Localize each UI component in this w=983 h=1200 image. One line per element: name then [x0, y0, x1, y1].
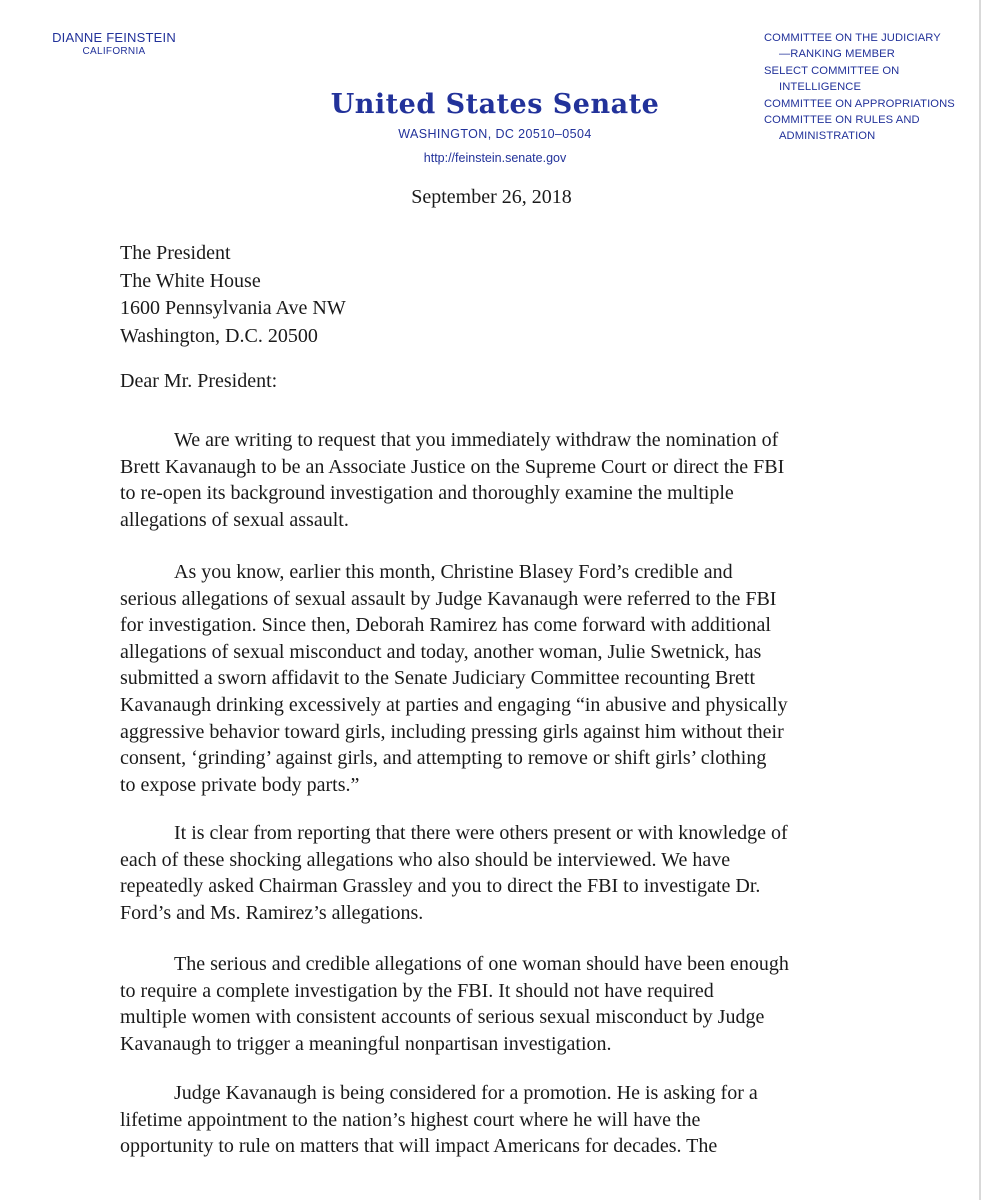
salutation: Dear Mr. President: — [120, 370, 278, 392]
text-line: As you know, earlier this month, Christine Blasey Ford’s credible and — [174, 561, 733, 583]
page-edge-line — [979, 0, 981, 1200]
text-line: multiple women with consistent accounts of serious sexual misconduct by Judge — [120, 1006, 765, 1029]
body-paragraph-4 — [120, 951, 900, 1057]
body-paragraph-2 — [120, 559, 900, 798]
senate-address: WASHINGTON, DC 20510–0504 — [398, 127, 592, 141]
text-line: The serious and credible allegations of one woman should have been enough — [174, 953, 789, 975]
body-paragraph-1 — [120, 427, 900, 533]
committee-line: COMMITTEE ON RULES AND — [764, 114, 920, 127]
committee-line: SELECT COMMITTEE ON — [764, 64, 900, 77]
committee-list — [764, 30, 974, 145]
text-line: repeatedly asked Chairman Grassley and you to direct the FBI to investigate Dr. — [120, 875, 761, 898]
committee-line: INTELLIGENCE — [779, 81, 862, 94]
text-line: We are writing to request that you immediately withdraw the nomination of — [174, 429, 779, 451]
text-line: each of these shocking allegations who also should be interviewed. We have — [120, 848, 731, 871]
text-line: Ford’s and Ms. Ramirez’s allegations. — [120, 901, 424, 924]
text-line: serious allegations of sexual assault by Judge Kavanaugh were referred to the FBI — [120, 587, 777, 610]
body-paragraph-3 — [120, 820, 900, 926]
sender-block — [44, 30, 184, 57]
sender-name: DIANNE FEINSTEIN — [52, 30, 176, 45]
text-line: Brett Kavanaugh to be an Associate Justice on the Supreme Court or direct the FBI — [120, 455, 785, 478]
text-line: to require a complete investigation by the FBI. It should not have required — [120, 979, 714, 1002]
text-line: for investigation. Since then, Deborah Ramirez has come forward with additional — [120, 614, 771, 637]
text-line: It is clear from reporting that there were others present or with knowledge of — [174, 822, 788, 844]
committee-line: COMMITTEE ON THE JUDICIARY — [764, 32, 941, 44]
address-line: The White House — [120, 269, 261, 292]
committee-line: ADMINISTRATION — [779, 130, 876, 143]
text-line: lifetime appointment to the nation’s highest court where he will have the — [120, 1108, 701, 1131]
website-url: http://feinstein.senate.gov — [423, 151, 567, 165]
sender-state: CALIFORNIA — [82, 46, 146, 57]
text-line: allegations of sexual misconduct and today, another woman, Julie Swetnick, has — [120, 640, 762, 663]
letterhead — [300, 88, 690, 165]
text-line: Kavanaugh drinking excessively at parties and engaging “in abusive and physically — [120, 693, 788, 716]
text-line: consent, ‘grinding’ against girls, and attempting to remove or shift girls’ clothing — [120, 747, 767, 770]
text-line: to expose private body parts.” — [120, 773, 360, 796]
address-line: Washington, D.C. 20500 — [120, 324, 318, 347]
address-line: The President — [120, 242, 231, 264]
senate-title: United States Senate — [330, 89, 660, 120]
committee-line: COMMITTEE ON APPROPRIATIONS — [764, 97, 955, 110]
recipient-address — [120, 240, 346, 350]
text-line: aggressive behavior toward girls, including pressing girls against him without their — [120, 720, 784, 743]
text-line: Kavanaugh to trigger a meaningful nonpartisan investigation. — [120, 1032, 612, 1055]
text-line: to re-open its background investigation and thoroughly examine the multiple — [120, 482, 734, 505]
text-line: submitted a sworn affidavit to the Senate Judiciary Committee recounting Brett — [120, 667, 756, 690]
text-line: opportunity to rule on matters that will impact Americans for decades. The — [120, 1135, 718, 1158]
body-paragraph-5 — [120, 1080, 900, 1160]
committee-line: —RANKING MEMBER — [779, 48, 895, 61]
letter-date: September 26, 2018 — [411, 186, 572, 208]
address-line: 1600 Pennsylvania Ave NW — [120, 297, 346, 320]
text-line: Judge Kavanaugh is being considered for a promotion. He is asking for a — [174, 1082, 758, 1104]
text-line: allegations of sexual assault. — [120, 508, 349, 531]
